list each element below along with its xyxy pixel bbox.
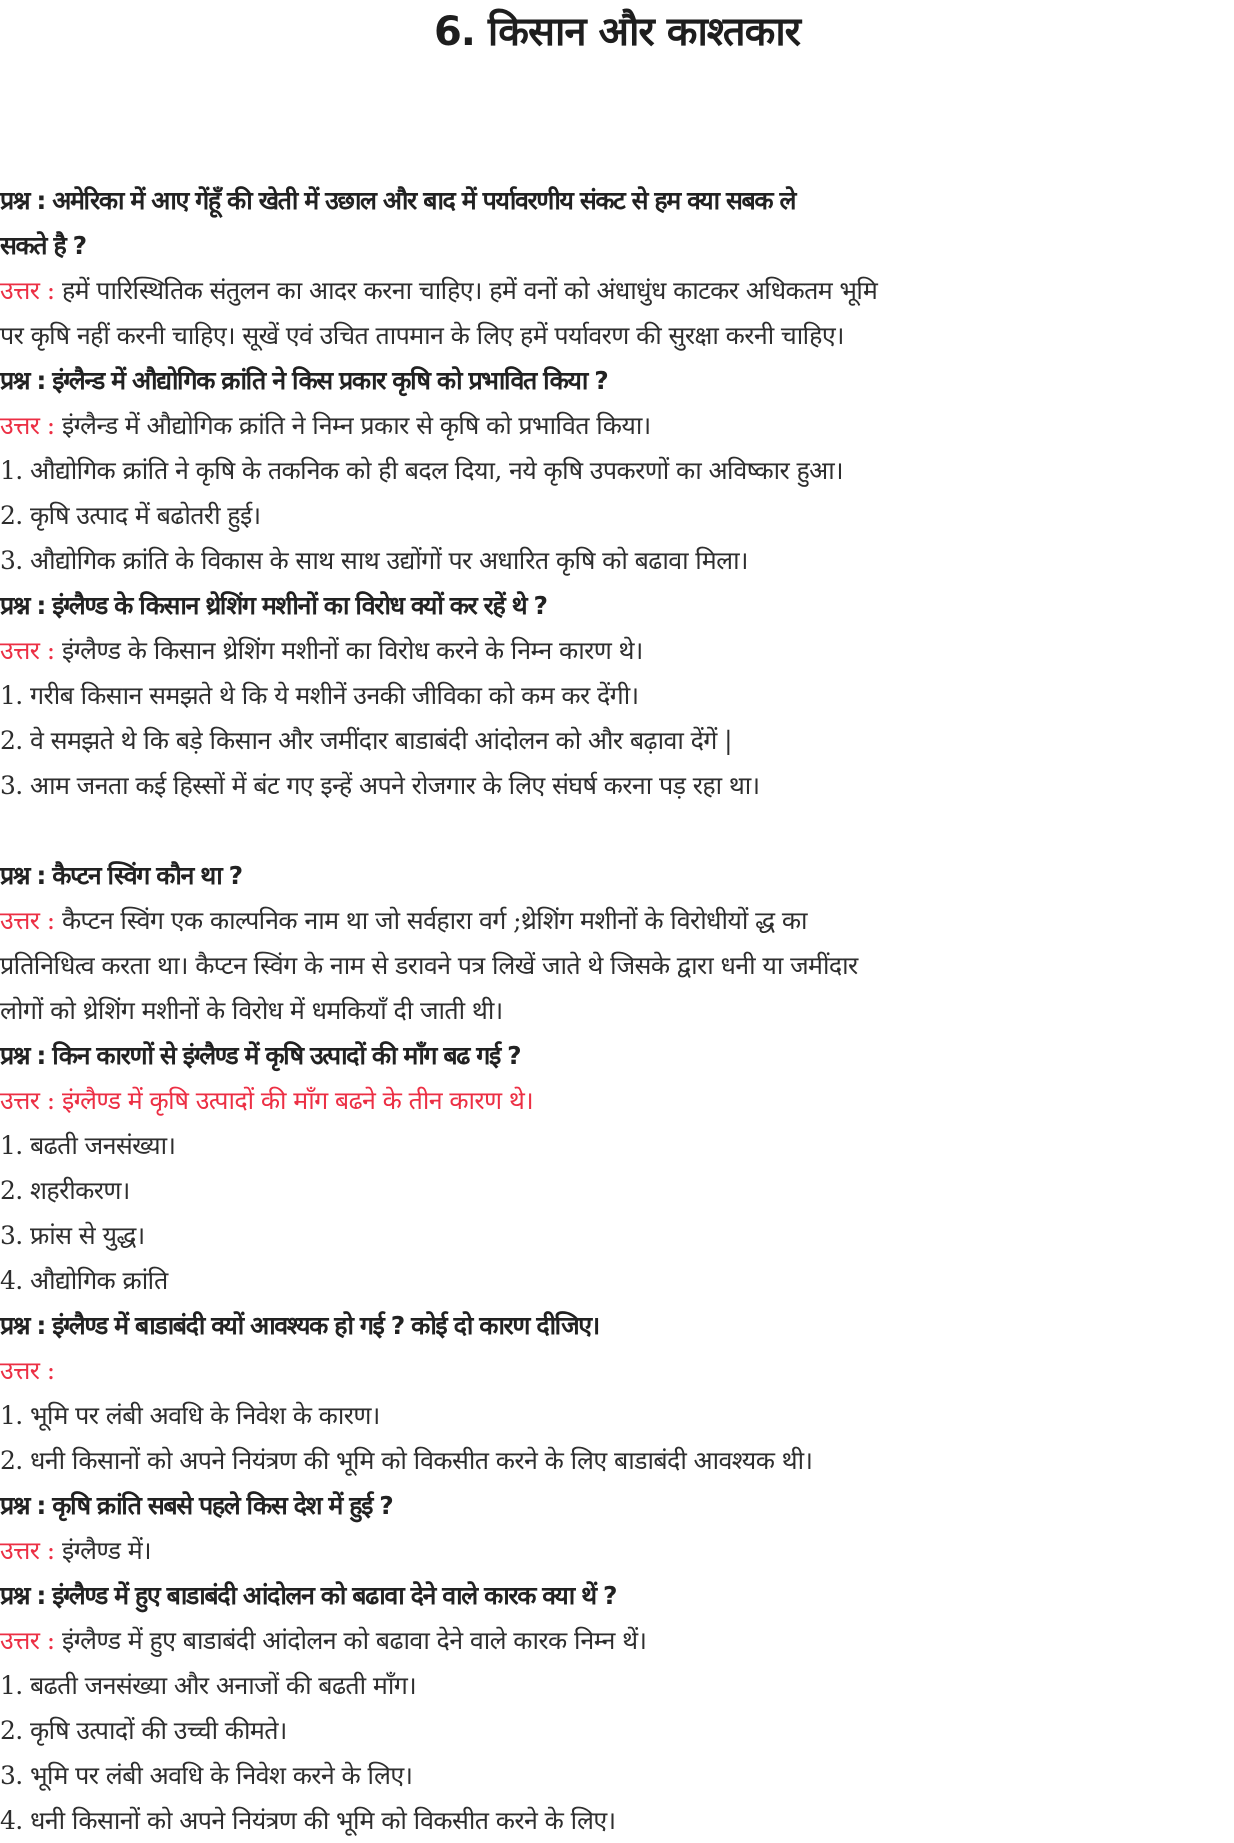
qa-block: [0, 1033, 1234, 1303]
answer-text: हमें पारिस्थितिक संतुलन का आदर करना चाहिए। हमें वनों को अंधाधुंध काटकर अधिकतम भूमि: [61, 276, 878, 305]
answer-label: उत्तर :: [0, 1086, 55, 1115]
question-line: प्रश्न : इंग्लैण्ड के किसान थ्रेशिंग मशीनों का विरोध क्यों कर रहें थे ?: [0, 591, 547, 620]
question-line: प्रश्न : इंग्लैण्ड में हुए बाडाबंदी आंदोलन को बढावा देने वाले कारक क्या थें ?: [0, 1581, 617, 1610]
answer-label: उत्तर :: [0, 1626, 55, 1655]
answer-list-item: 3. आम जनता कई हिस्सों में बंट गए इन्हें अपने रोजगार के लिए संघर्ष करना पड़ रहा था।: [0, 771, 760, 800]
question-line: सकते है ?: [0, 231, 86, 260]
answer-line: [0, 1348, 1234, 1393]
qa-block: [0, 853, 1234, 1033]
question-line: प्रश्न : कैप्टन स्विंग कौन था ?: [0, 861, 242, 890]
qa-block: [0, 1303, 1234, 1483]
question-line: प्रश्न : इंग्लैन्ड में औद्योगिक क्रांति ने किस प्रकार कृषि को प्रभावित किया ?: [0, 366, 608, 395]
answer-text: इंग्लैन्ड में औद्योगिक क्रांति ने निम्न प्रकार से कृषि को प्रभावित किया।: [61, 411, 651, 440]
answer-text: इंग्लैण्ड में कृषि उत्पादों की माँग बढने के तीन कारण थे।: [61, 1086, 534, 1115]
answer-list-item: 1. औद्योगिक क्रांति ने कृषि के तकनिक को ही बदल दिया, नये कृषि उपकरणों का अविष्कार हुआ।: [0, 456, 844, 485]
answer-list-item: 3. फ्रांस से युद्ध।: [0, 1221, 145, 1250]
answer-list-item: 4. औद्योगिक क्रांति: [0, 1266, 168, 1295]
answer-list-item: 1. बढती जनसंख्या।: [0, 1131, 176, 1160]
qa-block: [0, 1573, 1234, 1843]
answer-label: उत्तर :: [0, 636, 55, 665]
answer-line: [0, 628, 1234, 673]
answer-line: प्रतिनिधित्व करता था। कैप्टन स्विंग के नाम से डरावने पत्र लिखें जाते थे जिसके द्वारा धनी या जमींदार: [0, 951, 858, 980]
answer-list-item: 2. कृषि उत्पादों की उच्ची कीमते।: [0, 1716, 287, 1745]
answer-line: लोगों को थ्रेशिंग मशीनों के विरोध में धमकियाँ दी जाती थी।: [0, 996, 503, 1025]
answer-list-item: 3. भूमि पर लंबी अवधि के निवेश करने के लिए।: [0, 1761, 413, 1790]
answer-line: [0, 1618, 1234, 1663]
answer-list-item: 4. धनी किसानों को अपने नियंत्रण की भूमि को विकसीत करने के लिए।: [0, 1806, 616, 1835]
answer-text: इंग्लैण्ड में।: [61, 1536, 152, 1565]
answer-line: [0, 898, 1234, 943]
answer-label: उत्तर :: [0, 411, 55, 440]
answer-list-item: 1. गरीब किसान समझते थे कि ये मशीनें उनकी जीविका को कम कर देंगी।: [0, 681, 639, 710]
answer-list-item: 1. बढती जनसंख्या और अनाजों की बढती माँग।: [0, 1671, 417, 1700]
answer-label: उत्तर :: [0, 906, 55, 935]
qa-block: [0, 358, 1234, 583]
qa-block: [0, 583, 1234, 808]
answer-text: इंग्लैण्ड में हुए बाडाबंदी आंदोलन को बढावा देने वाले कारक निम्न थें।: [61, 1626, 647, 1655]
answer-line: [0, 1078, 1234, 1123]
answer-list-item: 2. शहरीकरण।: [0, 1176, 130, 1205]
answer-line: [0, 268, 1234, 313]
answer-list-item: 3. औद्योगिक क्रांति के विकास के साथ साथ उद्योंगों पर अधारित कृषि को बढावा मिला।: [0, 546, 748, 575]
answer-text: इंग्लैण्ड के किसान थ्रेशिंग मशीनों का विरोध करने के निम्न कारण थे।: [61, 636, 643, 665]
answer-list-item: 2. कृषि उत्पाद में बढोतरी हुई।: [0, 501, 261, 530]
answer-line: पर कृषि नहीं करनी चाहिए। सूखें एवं उचित तापमान के लिए हमें पर्यावरण की सुरक्षा करनी चाहिए।: [0, 321, 844, 350]
answer-list-item: 2. धनी किसानों को अपने नियंत्रण की भूमि को विकसीत करने के लिए बाडाबंदी आवश्यक थी।: [0, 1446, 813, 1475]
question-line: प्रश्न : इंग्लैण्ड में बाडाबंदी क्यों आवश्यक हो गई ? कोई दो कारण दीजिए।: [0, 1311, 599, 1340]
answer-label: उत्तर :: [0, 276, 55, 305]
answer-list-item: 2. वे समझते थे कि बड़े किसान और जमींदार बाडाबंदी आंदोलन को और बढ़ावा देंगें |: [0, 726, 732, 755]
answer-list-item: 1. भूमि पर लंबी अवधि के निवेश के कारण।: [0, 1401, 380, 1430]
spacer: [0, 808, 1234, 853]
question-line: प्रश्न : किन कारणों से इंग्लैण्ड में कृषि उत्पादों की माँग बढ गई ?: [0, 1041, 521, 1070]
answer-line: [0, 1528, 1234, 1573]
question-line: प्रश्न : अमेरिका में आए गेंहूँ की खेती में उछाल और बाद में पर्यावरणीय संकट से हम क्या सबक ले: [0, 186, 796, 215]
answer-label: उत्तर :: [0, 1356, 55, 1385]
qa-block: [0, 1483, 1234, 1573]
qa-block: [0, 178, 1234, 358]
answer-line: [0, 403, 1234, 448]
page-title: 6. किसान और काश्तकार: [433, 9, 801, 55]
question-line: प्रश्न : कृषि क्रांति सबसे पहले किस देश में हुई ?: [0, 1491, 393, 1520]
answer-label: उत्तर :: [0, 1536, 55, 1565]
answer-text: कैप्टन स्विंग एक काल्पनिक नाम था जो सर्वहारा वर्ग ;थ्रेशिंग मशीनों के विरोधीयों द्ध का: [61, 906, 807, 935]
qa-content: [0, 178, 1234, 1843]
